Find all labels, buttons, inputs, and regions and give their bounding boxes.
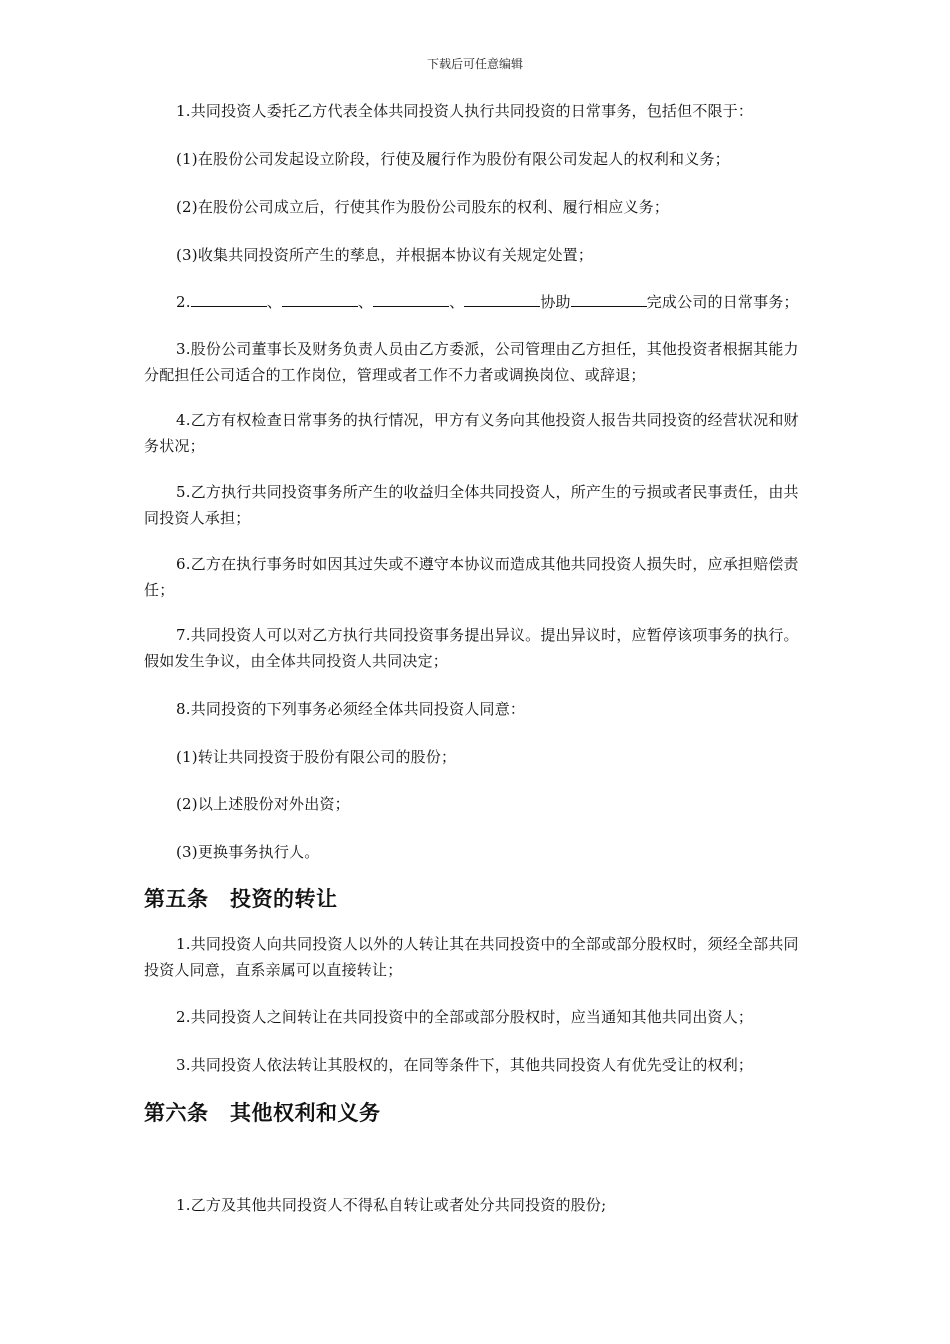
separator: 、 xyxy=(266,293,282,311)
separator: 、 xyxy=(357,293,374,311)
clause-4-1-3: (3)收集共同投资所产生的孳息，并根据本协议有关规定处置； xyxy=(176,246,594,264)
clause-4-1: 1.共同投资人委托乙方代表全体共同投资人执行共同投资的日常事务，包括但不限于： xyxy=(176,102,754,120)
blank-field-2[interactable] xyxy=(282,290,358,307)
clause-4-7: 7.共同投资人可以对乙方执行共同投资事务提出异议。提出异议时，应暂停该项事务的执行。假如发生争议，由全体共同投资人共同决定； xyxy=(144,626,799,670)
article-5-heading: 第五条 投资的转让 xyxy=(144,887,338,911)
clause-4-4: 4.乙方有权检查日常事务的执行情况，甲方有义务向其他投资人报告共同投资的经营状况和财务状况； xyxy=(144,411,799,455)
clause-4-5: 5.乙方执行共同投资事务所产生的收益归全体共同投资人，所产生的亏损或者民事责任，由共同投资人承担； xyxy=(144,483,799,527)
article-6-clause-1: 1.乙方及其他共同投资人不得私自转让或者处分共同投资的股份; xyxy=(176,1196,607,1214)
clause-4-2-tail: 完成公司的日常事务； xyxy=(646,293,799,311)
article-5-clause-3: 3.共同投资人依法转让其股权的，在同等条件下，其他共同投资人有优先受让的权利； xyxy=(176,1056,754,1074)
blank-field-1[interactable] xyxy=(191,290,267,307)
clause-4-8-3: (3)更换事务执行人。 xyxy=(176,843,320,861)
clause-4-2-number: 2. xyxy=(176,293,191,311)
clause-4-8: 8.共同投资的下列事务必须经全体共同投资人同意： xyxy=(176,700,526,718)
article-5-clause-1: 1.共同投资人向共同投资人以外的人转让其在共同投资中的全部或部分股权时，须经全部共同投资人同意，直系亲属可以直接转让； xyxy=(144,935,799,979)
blank-field-4[interactable] xyxy=(464,290,540,307)
blank-field-3[interactable] xyxy=(373,290,449,307)
assist-text: 协助 xyxy=(540,293,571,311)
clause-4-2 xyxy=(144,289,824,315)
page-header-note: 下载后可任意编辑 xyxy=(426,57,523,71)
article-6-heading: 第六条 其他权利和义务 xyxy=(144,1101,381,1125)
clause-4-6: 6.乙方在执行事务时如因其过失或不遵守本协议而造成其他共同投资人损失时，应承担赔偿责任； xyxy=(144,555,799,599)
clause-4-8-2: (2)以上述股份对外出资； xyxy=(176,795,350,813)
clause-4-3: 3.股份公司董事长及财务负责人员由乙方委派，公司管理由乙方担任，其他投资者根据其能力分配担任公司适合的工作岗位，管理或者工作不力者或调换岗位、或辞退； xyxy=(144,340,799,384)
clause-4-1-1: (1)在股份公司发起设立阶段，行使及履行作为股份有限公司发起人的权利和义务； xyxy=(176,150,730,168)
clause-4-1-2: (2)在股份公司成立后，行使其作为股份公司股东的权利、履行相应义务； xyxy=(176,198,670,216)
article-5-clause-2: 2.共同投资人之间转让在共同投资中的全部或部分股权时，应当通知其他共同出资人； xyxy=(176,1008,754,1026)
separator: 、 xyxy=(449,293,465,311)
blank-field-5[interactable] xyxy=(571,290,647,307)
clause-4-8-1: (1)转让共同投资于股份有限公司的股份； xyxy=(176,748,457,766)
